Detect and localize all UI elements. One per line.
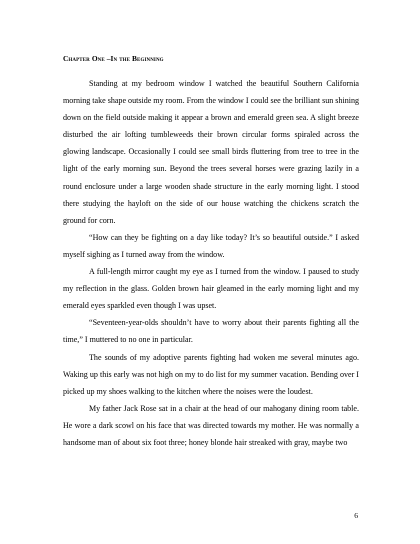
paragraph: Standing at my bedroom window I watched the beautiful Southern California morning take shape outside my room. From the window I could see the brilliant sun shining down on the field outside making it appear a brown and emerald green sea. A slight breeze disturbed the air lofting tumbleweeds their brown circular forms spiraled across the glowing landscape. Occasionally I could see small birds fluttering from tree to tree in the light of the early morning sun. Beyond the trees several horses were grazing lazily in a round enclosure under a large wooden shade structure in the early morning light. I stood there studying the hayloft on the side of our house watching the chickens scratch the ground for corn. bbox=[63, 79, 359, 225]
paragraph: The sounds of my adoptive parents fighting had woken me several minutes ago. Waking up this early was not high on my to do list for my summer vacation. Bending over I picked up my shoes walking to the kitchen where the noises were the loudest. bbox=[63, 352, 359, 396]
chapter-heading: Chapter One –In the Beginning bbox=[63, 54, 164, 63]
paragraph: A full-length mirror caught my eye as I turned from the window. I paused to study my reflection in the glass. Golden brown hair gleamed in the early morning light and my emerald eyes sparkled even though I was upset. bbox=[63, 267, 359, 311]
paragraph: “How can they be fighting on a day like today? It’s so beautiful outside.” I asked myself sighing as I turned away from the window. bbox=[63, 232, 359, 259]
paragraph: My father Jack Rose sat in a chair at the head of our mahogany dining room table. He wore a dark scowl on his face that was directed towards my mother. He was normally a handsome man of about six foot three; honey blonde hair streaked with gray, maybe two bbox=[63, 403, 359, 447]
body-text bbox=[63, 75, 359, 451]
paragraph: “Seventeen-year-olds shouldn’t have to worry about their parents fighting all the time,” I muttered to no one in particular. bbox=[63, 318, 359, 345]
page-number: 6 bbox=[354, 511, 358, 520]
